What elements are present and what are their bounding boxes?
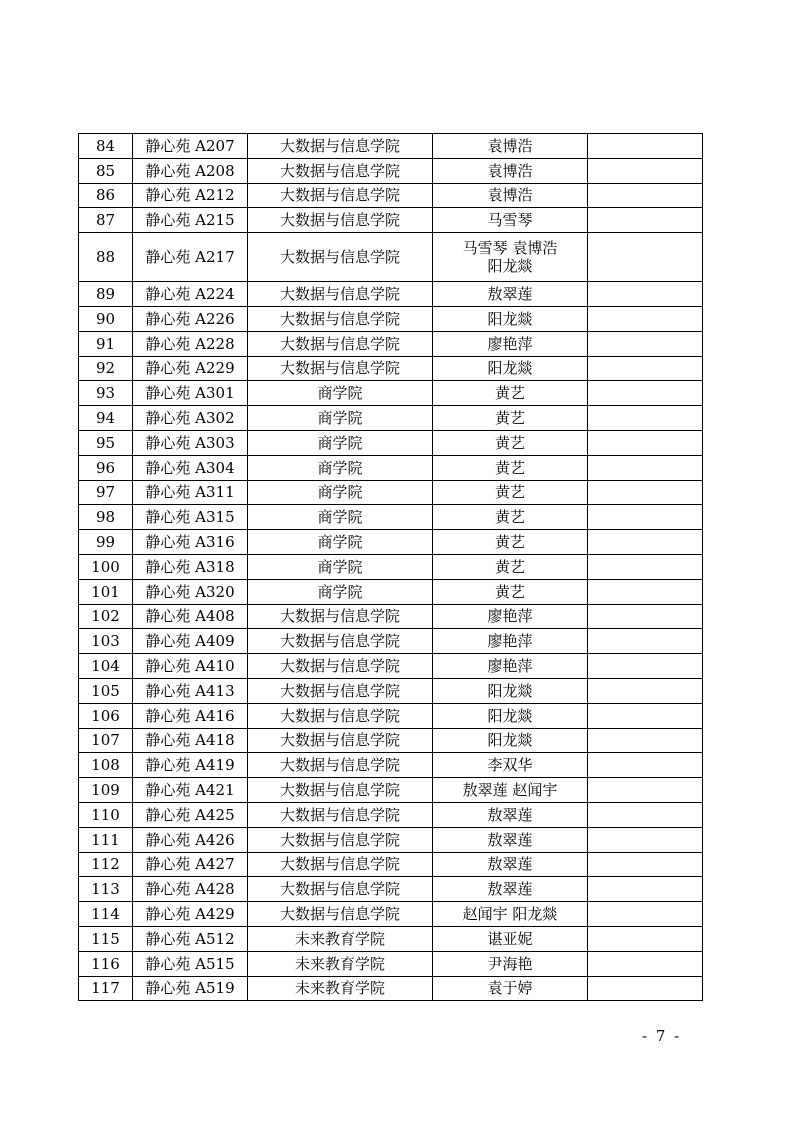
note-cell [588, 530, 703, 555]
college-cell: 大数据与信息学院 [248, 604, 433, 629]
note-cell [588, 579, 703, 604]
table-row [79, 282, 703, 307]
table-row [79, 233, 703, 282]
row-number-cell: 113 [79, 877, 133, 902]
table-body [79, 134, 703, 1001]
table-row [79, 654, 703, 679]
staff-cell: 敖翠莲 赵闻宇 [433, 778, 588, 803]
staff-cell: 李双华 [433, 753, 588, 778]
room-cell: 静心苑 A419 [133, 753, 248, 778]
note-cell [588, 827, 703, 852]
row-number-cell: 97 [79, 480, 133, 505]
row-number-cell: 93 [79, 381, 133, 406]
row-number-cell: 107 [79, 728, 133, 753]
table-row [79, 505, 703, 530]
table-row [79, 306, 703, 331]
college-cell: 商学院 [248, 505, 433, 530]
staff-cell: 袁博浩 [433, 134, 588, 159]
row-number-cell: 112 [79, 852, 133, 877]
table-row [79, 678, 703, 703]
table-row [79, 208, 703, 233]
row-number-cell: 89 [79, 282, 133, 307]
table-row [79, 530, 703, 555]
staff-cell: 敖翠莲 [433, 877, 588, 902]
room-cell: 静心苑 A426 [133, 827, 248, 852]
college-cell: 大数据与信息学院 [248, 282, 433, 307]
room-cell: 静心苑 A208 [133, 158, 248, 183]
note-cell [588, 158, 703, 183]
staff-cell: 敖翠莲 [433, 852, 588, 877]
room-cell: 静心苑 A217 [133, 233, 248, 282]
table-row [79, 778, 703, 803]
room-cell: 静心苑 A429 [133, 902, 248, 927]
college-cell: 商学院 [248, 381, 433, 406]
table-row [79, 579, 703, 604]
staff-cell: 黄艺 [433, 579, 588, 604]
table-row [79, 877, 703, 902]
staff-cell: 阳龙燚 [433, 356, 588, 381]
note-cell [588, 877, 703, 902]
row-number-cell: 110 [79, 802, 133, 827]
room-cell: 静心苑 A416 [133, 703, 248, 728]
college-cell: 大数据与信息学院 [248, 802, 433, 827]
note-cell [588, 505, 703, 530]
room-cell: 静心苑 A418 [133, 728, 248, 753]
staff-cell: 赵闻宇 阳龙燚 [433, 902, 588, 927]
college-cell: 商学院 [248, 430, 433, 455]
note-cell [588, 852, 703, 877]
college-cell: 大数据与信息学院 [248, 728, 433, 753]
college-cell: 大数据与信息学院 [248, 902, 433, 927]
college-cell: 大数据与信息学院 [248, 306, 433, 331]
table-row [79, 554, 703, 579]
room-cell: 静心苑 A320 [133, 579, 248, 604]
room-cell: 静心苑 A519 [133, 976, 248, 1001]
room-cell: 静心苑 A224 [133, 282, 248, 307]
row-number-cell: 102 [79, 604, 133, 629]
college-cell: 大数据与信息学院 [248, 703, 433, 728]
note-cell [588, 430, 703, 455]
note-cell [588, 778, 703, 803]
staff-cell: 敖翠莲 [433, 282, 588, 307]
staff-cell: 尹海艳 [433, 951, 588, 976]
room-cell: 静心苑 A413 [133, 678, 248, 703]
table-row [79, 356, 703, 381]
note-cell [588, 753, 703, 778]
college-cell: 大数据与信息学院 [248, 158, 433, 183]
college-cell: 商学院 [248, 406, 433, 431]
table-row [79, 802, 703, 827]
table-row [79, 902, 703, 927]
staff-cell: 黄艺 [433, 480, 588, 505]
staff-cell: 敖翠莲 [433, 827, 588, 852]
table-row [79, 455, 703, 480]
staff-cell: 黄艺 [433, 406, 588, 431]
note-cell [588, 678, 703, 703]
note-cell [588, 233, 703, 282]
note-cell [588, 356, 703, 381]
college-cell: 大数据与信息学院 [248, 208, 433, 233]
note-cell [588, 902, 703, 927]
room-cell: 静心苑 A428 [133, 877, 248, 902]
row-number-cell: 103 [79, 629, 133, 654]
table-row [79, 183, 703, 208]
table-row [79, 753, 703, 778]
college-cell: 未来教育学院 [248, 976, 433, 1001]
college-cell: 未来教育学院 [248, 926, 433, 951]
table-row [79, 728, 703, 753]
table-row [79, 430, 703, 455]
staff-cell: 黄艺 [433, 505, 588, 530]
room-cell: 静心苑 A318 [133, 554, 248, 579]
staff-cell: 袁于婷 [433, 976, 588, 1001]
table-row [79, 604, 703, 629]
note-cell [588, 331, 703, 356]
room-cell: 静心苑 A207 [133, 134, 248, 159]
staff-cell: 谌亚妮 [433, 926, 588, 951]
row-number-cell: 111 [79, 827, 133, 852]
row-number-cell: 98 [79, 505, 133, 530]
room-cell: 静心苑 A301 [133, 381, 248, 406]
note-cell [588, 406, 703, 431]
table-row [79, 703, 703, 728]
college-cell: 大数据与信息学院 [248, 753, 433, 778]
staff-cell: 敖翠莲 [433, 802, 588, 827]
college-cell: 大数据与信息学院 [248, 827, 433, 852]
table-row [79, 976, 703, 1001]
staff-cell: 马雪琴 袁博浩 阳龙燚 [433, 233, 588, 282]
note-cell [588, 654, 703, 679]
row-number-cell: 108 [79, 753, 133, 778]
staff-cell: 黄艺 [433, 455, 588, 480]
college-cell: 大数据与信息学院 [248, 852, 433, 877]
room-cell: 静心苑 A425 [133, 802, 248, 827]
row-number-cell: 114 [79, 902, 133, 927]
note-cell [588, 183, 703, 208]
note-cell [588, 208, 703, 233]
college-cell: 未来教育学院 [248, 951, 433, 976]
room-cell: 静心苑 A427 [133, 852, 248, 877]
note-cell [588, 951, 703, 976]
table-row [79, 381, 703, 406]
note-cell [588, 604, 703, 629]
college-cell: 商学院 [248, 530, 433, 555]
row-number-cell: 90 [79, 306, 133, 331]
row-number-cell: 95 [79, 430, 133, 455]
table-row [79, 134, 703, 159]
room-cell: 静心苑 A303 [133, 430, 248, 455]
college-cell: 大数据与信息学院 [248, 233, 433, 282]
table-row [79, 158, 703, 183]
college-cell: 大数据与信息学院 [248, 629, 433, 654]
college-cell: 大数据与信息学院 [248, 356, 433, 381]
college-cell: 商学院 [248, 554, 433, 579]
note-cell [588, 554, 703, 579]
note-cell [588, 381, 703, 406]
row-number-cell: 94 [79, 406, 133, 431]
staff-cell: 阳龙燚 [433, 703, 588, 728]
note-cell [588, 134, 703, 159]
table-row [79, 629, 703, 654]
note-cell [588, 976, 703, 1001]
college-cell: 大数据与信息学院 [248, 331, 433, 356]
row-number-cell: 85 [79, 158, 133, 183]
row-number-cell: 86 [79, 183, 133, 208]
note-cell [588, 703, 703, 728]
college-cell: 大数据与信息学院 [248, 183, 433, 208]
note-cell [588, 306, 703, 331]
staff-cell: 阳龙燚 [433, 306, 588, 331]
dormitory-assignment-table [78, 133, 703, 1001]
room-cell: 静心苑 A215 [133, 208, 248, 233]
room-cell: 静心苑 A315 [133, 505, 248, 530]
page-number: - 7 - [642, 1027, 682, 1045]
table-row [79, 951, 703, 976]
table-row [79, 926, 703, 951]
row-number-cell: 88 [79, 233, 133, 282]
college-cell: 商学院 [248, 579, 433, 604]
staff-cell: 黄艺 [433, 554, 588, 579]
room-cell: 静心苑 A421 [133, 778, 248, 803]
room-cell: 静心苑 A408 [133, 604, 248, 629]
row-number-cell: 109 [79, 778, 133, 803]
room-cell: 静心苑 A229 [133, 356, 248, 381]
table-row [79, 480, 703, 505]
staff-cell: 廖艳萍 [433, 331, 588, 356]
row-number-cell: 99 [79, 530, 133, 555]
row-number-cell: 91 [79, 331, 133, 356]
note-cell [588, 629, 703, 654]
college-cell: 商学院 [248, 480, 433, 505]
staff-cell: 黄艺 [433, 430, 588, 455]
note-cell [588, 480, 703, 505]
row-number-cell: 115 [79, 926, 133, 951]
note-cell [588, 802, 703, 827]
note-cell [588, 926, 703, 951]
note-cell [588, 455, 703, 480]
staff-cell: 阳龙燚 [433, 678, 588, 703]
room-cell: 静心苑 A316 [133, 530, 248, 555]
row-number-cell: 96 [79, 455, 133, 480]
room-cell: 静心苑 A409 [133, 629, 248, 654]
row-number-cell: 100 [79, 554, 133, 579]
staff-cell: 黄艺 [433, 381, 588, 406]
row-number-cell: 101 [79, 579, 133, 604]
table-row [79, 852, 703, 877]
row-number-cell: 105 [79, 678, 133, 703]
college-cell: 大数据与信息学院 [248, 877, 433, 902]
college-cell: 大数据与信息学院 [248, 134, 433, 159]
room-cell: 静心苑 A410 [133, 654, 248, 679]
college-cell: 大数据与信息学院 [248, 778, 433, 803]
row-number-cell: 106 [79, 703, 133, 728]
row-number-cell: 87 [79, 208, 133, 233]
row-number-cell: 117 [79, 976, 133, 1001]
staff-cell: 廖艳萍 [433, 604, 588, 629]
staff-cell: 阳龙燚 [433, 728, 588, 753]
row-number-cell: 104 [79, 654, 133, 679]
staff-cell: 袁博浩 [433, 158, 588, 183]
staff-cell: 马雪琴 [433, 208, 588, 233]
room-cell: 静心苑 A302 [133, 406, 248, 431]
room-cell: 静心苑 A212 [133, 183, 248, 208]
college-cell: 大数据与信息学院 [248, 654, 433, 679]
note-cell [588, 728, 703, 753]
staff-cell: 袁博浩 [433, 183, 588, 208]
row-number-cell: 92 [79, 356, 133, 381]
room-cell: 静心苑 A228 [133, 331, 248, 356]
staff-cell: 黄艺 [433, 530, 588, 555]
table-row [79, 406, 703, 431]
row-number-cell: 84 [79, 134, 133, 159]
room-cell: 静心苑 A304 [133, 455, 248, 480]
staff-cell: 廖艳萍 [433, 654, 588, 679]
room-cell: 静心苑 A515 [133, 951, 248, 976]
college-cell: 大数据与信息学院 [248, 678, 433, 703]
table-row [79, 331, 703, 356]
table-row [79, 827, 703, 852]
row-number-cell: 116 [79, 951, 133, 976]
college-cell: 商学院 [248, 455, 433, 480]
staff-cell: 廖艳萍 [433, 629, 588, 654]
room-cell: 静心苑 A512 [133, 926, 248, 951]
note-cell [588, 282, 703, 307]
room-cell: 静心苑 A226 [133, 306, 248, 331]
room-cell: 静心苑 A311 [133, 480, 248, 505]
